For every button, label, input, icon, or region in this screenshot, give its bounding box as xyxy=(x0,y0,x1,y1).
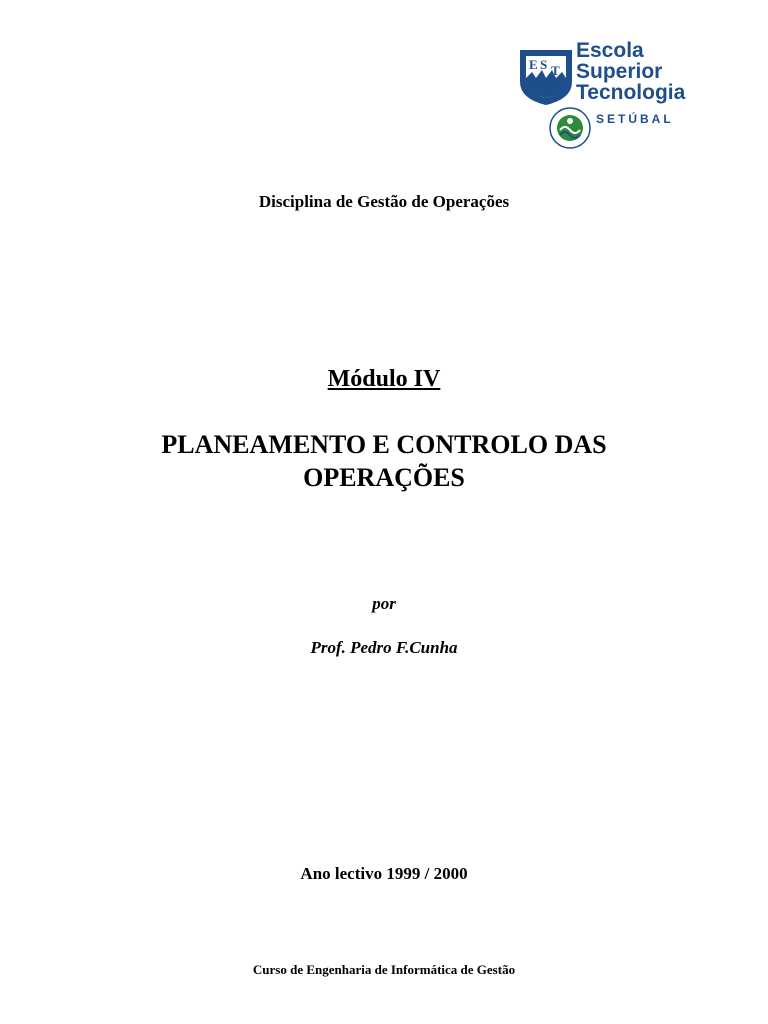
module-label: Módulo IV xyxy=(327,366,441,392)
academic-year: Ano lectivo 1999 / 2000 xyxy=(300,864,468,883)
module-title xyxy=(284,366,484,393)
title-line-1: PLANEAMENTO E CONTROLO DAS xyxy=(161,430,607,459)
logo-wordmark xyxy=(576,40,685,103)
shield-icon xyxy=(518,48,574,106)
document-title xyxy=(0,428,768,494)
svg-text:T: T xyxy=(551,63,560,78)
discipline-heading: Disciplina de Gestão de Operações xyxy=(258,192,510,211)
author-name: Prof. Pedro F.Cunha xyxy=(310,638,458,657)
title-line-2: OPERAÇÕES xyxy=(303,463,465,492)
logo-line-3: Tecnologia xyxy=(576,81,686,104)
logo-line-2: Superior xyxy=(576,60,663,83)
svg-text:E: E xyxy=(529,57,538,72)
school-logo xyxy=(518,40,708,152)
seal-icon xyxy=(548,106,592,150)
logo-city: SETÚBAL xyxy=(596,112,674,126)
course-name: Curso de Engenharia de Informática de Gestão xyxy=(252,962,516,977)
by-label: por xyxy=(372,594,396,613)
logo-line-1: Escola xyxy=(576,39,644,62)
svg-text:S: S xyxy=(540,57,548,72)
